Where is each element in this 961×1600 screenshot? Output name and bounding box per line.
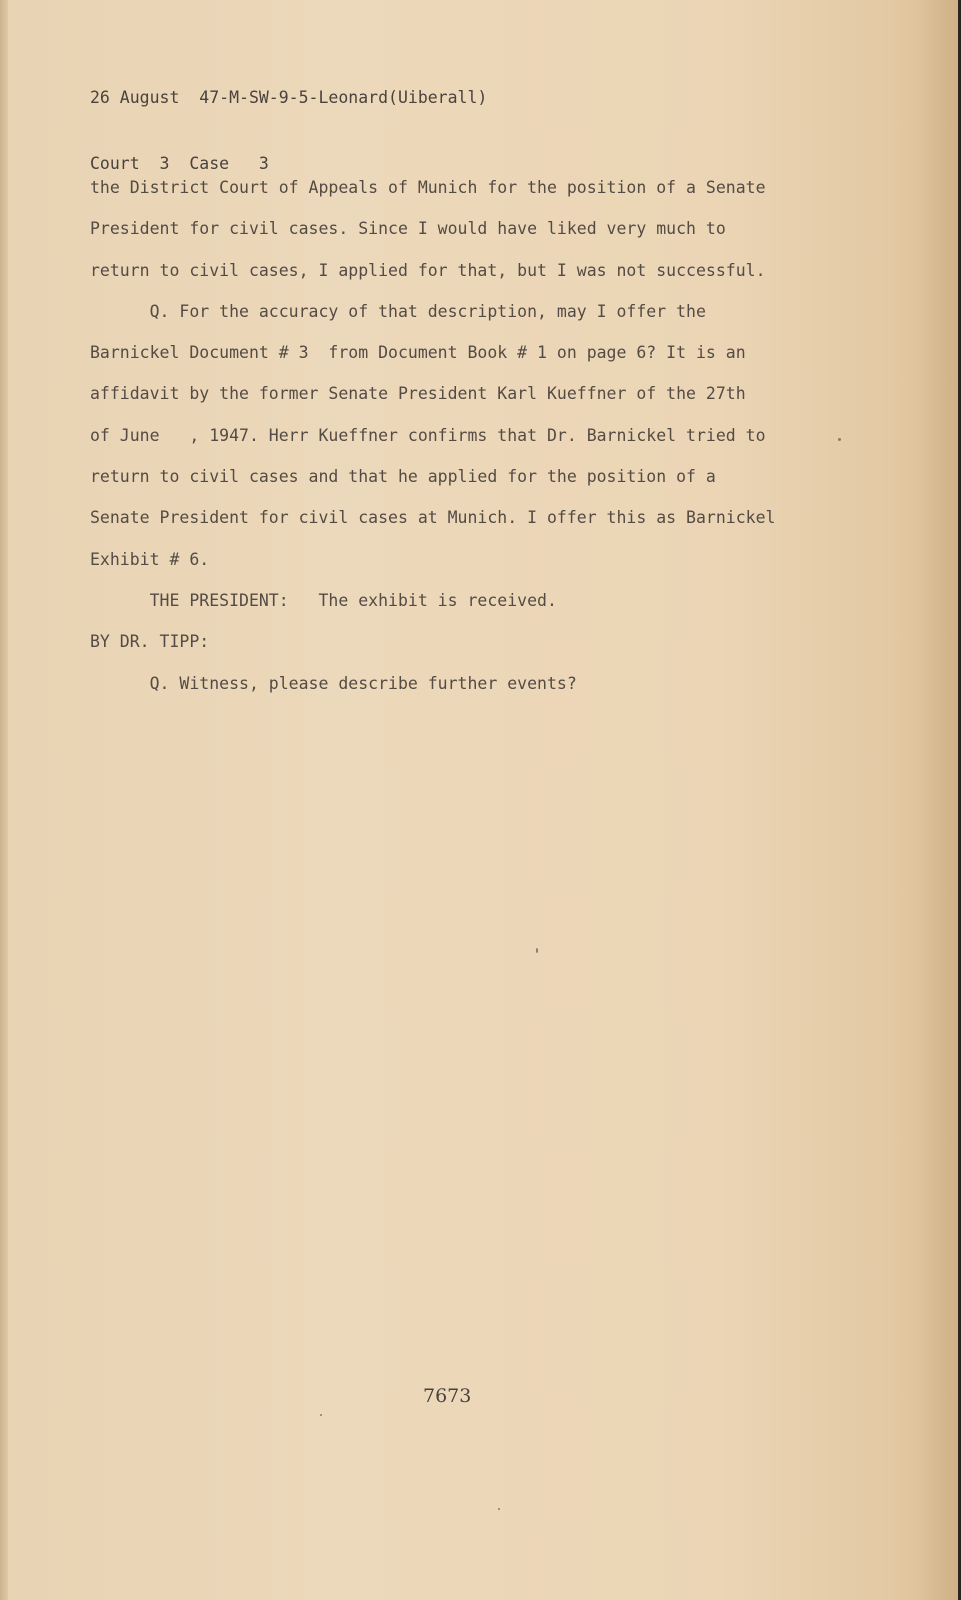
page-number: 7673 <box>423 1385 472 1407</box>
transcript-line-2: President for civil cases. Since I would have liked very much to <box>90 219 726 239</box>
transcript-line-4: Q. For the accuracy of that description, may I offer the <box>90 301 706 321</box>
transcript-line-10: Exhibit # 6. <box>90 549 210 569</box>
paper-speck <box>838 438 841 441</box>
transcript-line-6: affidavit by the former Senate President Karl Kueffner of the 27th <box>90 384 746 404</box>
transcript-line-12: BY DR. TIPP: <box>90 632 210 652</box>
transcript-line-1: the District Court of Appeals of Munich for the position of a Senate <box>90 178 766 197</box>
transcript-line-11: THE PRESIDENT: The exhibit is received. <box>90 590 557 610</box>
transcript-line-5: Barnickel Document # 3 from Document Book # 1 on page 6? It is an <box>90 343 746 363</box>
transcript-line-9: Senate President for civil cases at Munich. I offer this as Barnickel <box>90 508 776 528</box>
transcript-line-3: return to civil cases, I applied for that, but I was not successful. <box>90 260 766 280</box>
transcript-line-13: Q. Witness, please describe further events? <box>90 673 577 693</box>
page-right-shadow <box>918 0 958 1600</box>
page-left-edge <box>0 0 8 1600</box>
paper-speck <box>320 1414 322 1416</box>
paper-speck <box>498 1508 500 1510</box>
transcript-body <box>90 167 910 704</box>
header-line-court-case: Court 3 Case 3 <box>90 154 269 173</box>
transcript-line-8: return to civil cases and that he applied for the position of a <box>90 467 716 487</box>
transcript-line-7: of June , 1947. Herr Kueffner confirms that Dr. Barnickel tried to <box>90 425 766 445</box>
paper-speck <box>536 948 538 953</box>
header-line-date-reference: 26 August 47-M-SW-9-5-Leonard(Uiberall) <box>90 88 488 107</box>
